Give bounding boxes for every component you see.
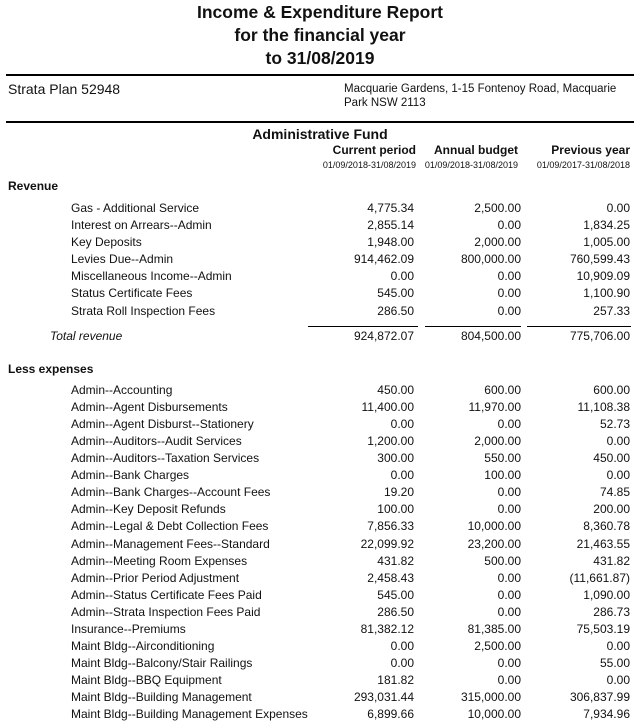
annual-budget-value: 0.00: [497, 570, 521, 585]
row-label: Admin--Bank Charges: [71, 468, 190, 483]
current-period-value: 286.50: [377, 604, 414, 619]
previous-year-value: 1,090.00: [583, 587, 630, 602]
previous-year-value: 760,599.43: [569, 252, 630, 267]
current-period-value: 22,099.92: [360, 536, 414, 551]
current-period-value: 4,775.34: [367, 201, 414, 215]
table-row: [0, 553, 640, 570]
annual-budget-value: 0.00: [497, 303, 521, 318]
previous-year-value: 7,934.96: [583, 707, 630, 722]
row-label: Admin--Agent Disburst--Stationery: [71, 416, 254, 431]
current-period-value: 11,400.00: [361, 399, 414, 414]
annual-budget-value: 315,000.00: [460, 690, 521, 705]
annual-budget-value: 2,500.00: [474, 201, 521, 215]
table-row: [0, 518, 640, 535]
report-title: [0, 2, 640, 69]
row-label: Admin--Legal & Debt Collection Fees: [71, 519, 269, 534]
row-label: Admin--Agent Disbursements: [71, 399, 228, 414]
annual-budget-value: 10,000.00: [467, 707, 521, 722]
previous-year-value: 257.33: [593, 303, 630, 318]
previous-year-value: 0.00: [606, 468, 630, 483]
col-previous-heading: Previous year: [551, 143, 630, 157]
current-period-value: 2,458.43: [367, 570, 414, 585]
table-row: [0, 234, 640, 251]
previous-year-value: 10,909.09: [576, 269, 630, 284]
previous-year-value: 450.00: [593, 451, 630, 466]
current-period-value: 545.00: [377, 587, 414, 602]
previous-year-value: 21,463.55: [576, 536, 630, 551]
row-label: Status Certificate Fees: [71, 286, 193, 301]
row-label: Admin--Auditors--Audit Services: [71, 433, 242, 448]
current-period-value: 0.00: [390, 656, 414, 671]
row-label: Admin--Status Certificate Fees Paid: [71, 587, 262, 602]
annual-budget-value: 0.00: [497, 286, 521, 301]
row-label: Admin--Accounting: [71, 382, 173, 397]
current-period-value: 81,382.12: [360, 621, 414, 636]
revenue-heading: Revenue: [8, 179, 59, 193]
previous-year-value: 11,108.38: [577, 399, 630, 414]
previous-year-value: 431.82: [593, 553, 630, 568]
table-row: [0, 604, 640, 621]
annual-budget-value: 2,000.00: [474, 235, 521, 250]
current-period-value: 300.00: [377, 451, 414, 466]
previous-year-value: 306,837.99: [569, 690, 630, 705]
table-row: [0, 655, 640, 672]
previous-year-value: 55.00: [599, 656, 630, 671]
row-label: Insurance--Premiums: [71, 621, 186, 636]
col-current-dates: 01/09/2018-31/08/2019: [322, 160, 416, 170]
current-period-value: 0.00: [390, 468, 414, 483]
annual-budget-value: 0.00: [497, 673, 521, 688]
table-row: [0, 303, 640, 320]
annual-budget-value: 0.00: [497, 604, 521, 619]
fund-title: Administrative Fund: [252, 126, 388, 142]
annual-budget-value: 81,385.00: [467, 621, 521, 636]
row-label: Admin--Prior Period Adjustment: [71, 570, 240, 585]
current-period-value: 431.82: [377, 553, 414, 568]
previous-year-value: 286.73: [593, 604, 630, 619]
current-period-value: 19.20: [383, 485, 414, 500]
annual-budget-value: 0.00: [497, 269, 521, 284]
current-period-value: 100.00: [377, 502, 414, 517]
table-row: [0, 200, 640, 217]
report-title-line2: for the financial year: [234, 25, 406, 45]
annual-budget-value: 2,000.00: [474, 433, 521, 448]
annual-budget-value: 0.00: [497, 485, 521, 500]
table-row: [0, 570, 640, 587]
table-row: [0, 484, 640, 501]
col-budget-heading: Annual budget: [434, 143, 518, 157]
current-period-value: 1,200.00: [367, 433, 414, 448]
previous-year-value: 52.73: [599, 416, 630, 431]
col-previous-dates: 01/09/2017-31/08/2018: [536, 160, 630, 170]
current-period-value: 0.00: [390, 639, 414, 654]
table-row: [0, 399, 640, 416]
annual-budget-value: 11,970.00: [468, 399, 521, 414]
table-row: [0, 433, 640, 450]
annual-budget-value: 800,000.00: [460, 252, 521, 267]
current-period-value: 6,899.66: [367, 707, 414, 722]
annual-budget-value: 0.00: [497, 218, 521, 233]
row-label: Maint Bldg--Building Management Expenses: [71, 707, 308, 722]
total-revenue-previous: 775,706.00: [569, 328, 630, 343]
annual-budget-value: 500.00: [484, 553, 521, 568]
plan-name: Strata Plan 52948: [8, 81, 121, 97]
report-title-line1: Income & Expenditure Report: [196, 2, 443, 22]
row-label: Maint Bldg--Balcony/Stair Railings: [71, 656, 253, 671]
table-row: [0, 467, 640, 484]
previous-year-value: 1,005.00: [583, 235, 630, 250]
table-row: [0, 638, 640, 655]
previous-year-value: 0.00: [606, 201, 630, 215]
current-period-value: 545.00: [377, 286, 414, 301]
current-period-value: 0.00: [390, 416, 414, 431]
current-period-value: 7,856.33: [367, 519, 414, 534]
total-revenue-current: 924,872.07: [353, 328, 414, 343]
current-period-value: 293,031.44: [353, 690, 414, 705]
current-period-value: 450.00: [377, 382, 414, 397]
current-period-value: 1,948.00: [367, 235, 414, 250]
previous-year-value: 200.00: [593, 502, 630, 517]
table-row: [0, 536, 640, 553]
table-row: [0, 621, 640, 638]
annual-budget-value: 0.00: [497, 587, 521, 602]
previous-year-value: 600.00: [593, 382, 630, 397]
row-label: Key Deposits: [71, 235, 142, 250]
table-row: [0, 689, 640, 706]
annual-budget-value: 100.00: [484, 468, 521, 483]
col-budget-dates: 01/09/2018-31/08/2019: [424, 160, 518, 170]
current-period-value: 286.50: [377, 303, 414, 318]
column-headers: [0, 142, 640, 174]
previous-year-value: 0.00: [606, 673, 630, 688]
row-label: Strata Roll Inspection Fees: [71, 303, 216, 318]
current-period-value: 0.00: [390, 269, 414, 284]
table-row: [0, 706, 640, 723]
table-row: [0, 382, 640, 399]
table-row: [0, 285, 640, 302]
annual-budget-value: 10,000.00: [467, 519, 521, 534]
col-current-heading: Current period: [332, 143, 416, 157]
previous-year-value: 1,834.25: [583, 218, 630, 233]
table-row: [0, 672, 640, 689]
previous-year-value: 1,100.90: [583, 286, 630, 301]
previous-year-value: 75,503.19: [576, 621, 630, 636]
annual-budget-value: 2,500.00: [474, 639, 521, 654]
annual-budget-value: 550.00: [484, 451, 521, 466]
previous-year-value: (11,661.87): [569, 570, 630, 585]
total-revenue-row: [0, 326, 640, 344]
row-label: Gas - Additional Service: [71, 201, 200, 215]
row-label: Admin--Meeting Room Expenses: [71, 553, 248, 568]
row-label: Miscellaneous Income--Admin: [71, 269, 232, 284]
table-row: [0, 217, 640, 234]
table-row: [0, 501, 640, 518]
table-row: [0, 268, 640, 285]
row-label: Admin--Strata Inspection Fees Paid: [71, 604, 261, 619]
previous-year-value: 0.00: [606, 433, 630, 448]
annual-budget-value: 0.00: [497, 502, 521, 517]
row-label: Admin--Key Deposit Refunds: [71, 502, 226, 517]
annual-budget-value: 0.00: [497, 656, 521, 671]
plan-header: [0, 76, 640, 121]
row-label: Interest on Arrears--Admin: [71, 218, 212, 233]
row-label: Maint Bldg--Building Management: [71, 690, 252, 705]
total-revenue-budget: 804,500.00: [460, 328, 521, 343]
previous-year-value: 74.85: [599, 485, 630, 500]
row-label: Levies Due--Admin: [71, 252, 174, 267]
annual-budget-value: 0.00: [497, 416, 521, 431]
table-row: [0, 416, 640, 433]
row-label: Maint Bldg--Airconditioning: [71, 639, 215, 654]
total-revenue-label: Total revenue: [50, 328, 123, 343]
previous-year-value: 8,360.78: [583, 519, 630, 534]
expense-rows: [0, 382, 640, 724]
current-period-value: 181.82: [377, 673, 414, 688]
expenses-heading: Less expenses: [8, 361, 94, 376]
table-row: [0, 587, 640, 604]
annual-budget-value: 600.00: [484, 382, 521, 397]
current-period-value: 2,855.14: [367, 218, 414, 233]
revenue-rows: [0, 200, 640, 320]
report-title-line3: to 31/08/2019: [265, 48, 375, 68]
divider: [6, 121, 634, 123]
row-label: Admin--Management Fees--Standard: [71, 536, 270, 551]
table-row: [0, 450, 640, 467]
row-label: Admin--Bank Charges--Account Fees: [71, 485, 271, 500]
table-row: [0, 251, 640, 268]
plan-address: Macquarie Gardens, 1-15 Fontenoy Road, Macquarie Park NSW 2113: [344, 83, 617, 109]
current-period-value: 914,462.09: [353, 252, 414, 267]
row-label: Maint Bldg--BBQ Equipment: [71, 673, 222, 688]
annual-budget-value: 23,200.00: [467, 536, 521, 551]
row-label: Admin--Auditors--Taxation Services: [71, 451, 260, 466]
previous-year-value: 0.00: [606, 639, 630, 654]
